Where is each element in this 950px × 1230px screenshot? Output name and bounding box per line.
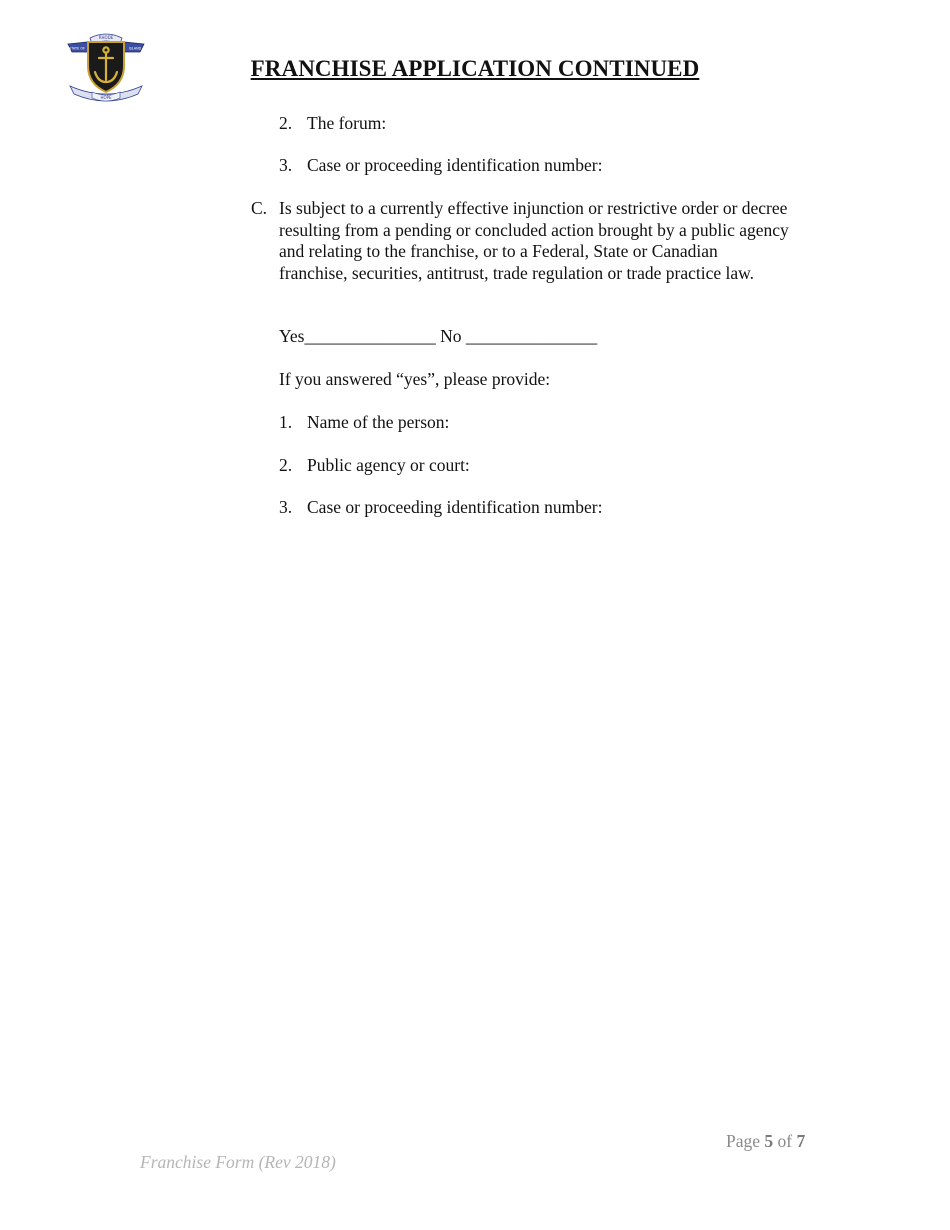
page-total: 7 [796, 1131, 806, 1151]
list-item-forum: The forum: [307, 113, 387, 133]
seal-left-text: STATE OF [69, 46, 85, 51]
list-item-agency-court: Public agency or court: [307, 455, 470, 475]
page-of: of [777, 1131, 793, 1151]
list-item-person-name: Name of the person: [307, 412, 450, 432]
page-number [726, 1131, 805, 1152]
page-label: Page [726, 1131, 761, 1151]
page-title: FRANCHISE APPLICATION CONTINUED [250, 56, 700, 81]
page-current: 5 [764, 1131, 774, 1151]
section-letter: C. [251, 198, 268, 218]
list-item-number: 3. [279, 155, 293, 175]
form-revision-label: Franchise Form (Rev 2018) [140, 1152, 336, 1172]
section-c-question: Is subject to a currently effective injunction or restrictive order or decree resulting from a pending or concluded action brought by a public agency and relating to the franchise, or to a Federal, State or Canadian franchise, securities, antitrust, trade regulation or trade practice law. [279, 198, 789, 283]
seal-bottom-text: HOPE [100, 95, 112, 100]
list-item-case-number: Case or proceeding identification number: [307, 497, 603, 517]
list-item-number: 2. [279, 455, 293, 475]
list-item-number: 3. [279, 497, 293, 517]
list-item-number: 1. [279, 412, 293, 432]
if-yes-instruction: If you answered “yes”, please provide: [279, 369, 551, 389]
list-item-case-number: Case or proceeding identification number: [307, 155, 603, 175]
seal-top-text: RHODE [98, 35, 114, 40]
yes-no-answer-line: Yes_______________ No _______________ [279, 326, 598, 346]
seal-right-text: ISLAND [128, 46, 142, 51]
list-item-number: 2. [279, 113, 293, 133]
